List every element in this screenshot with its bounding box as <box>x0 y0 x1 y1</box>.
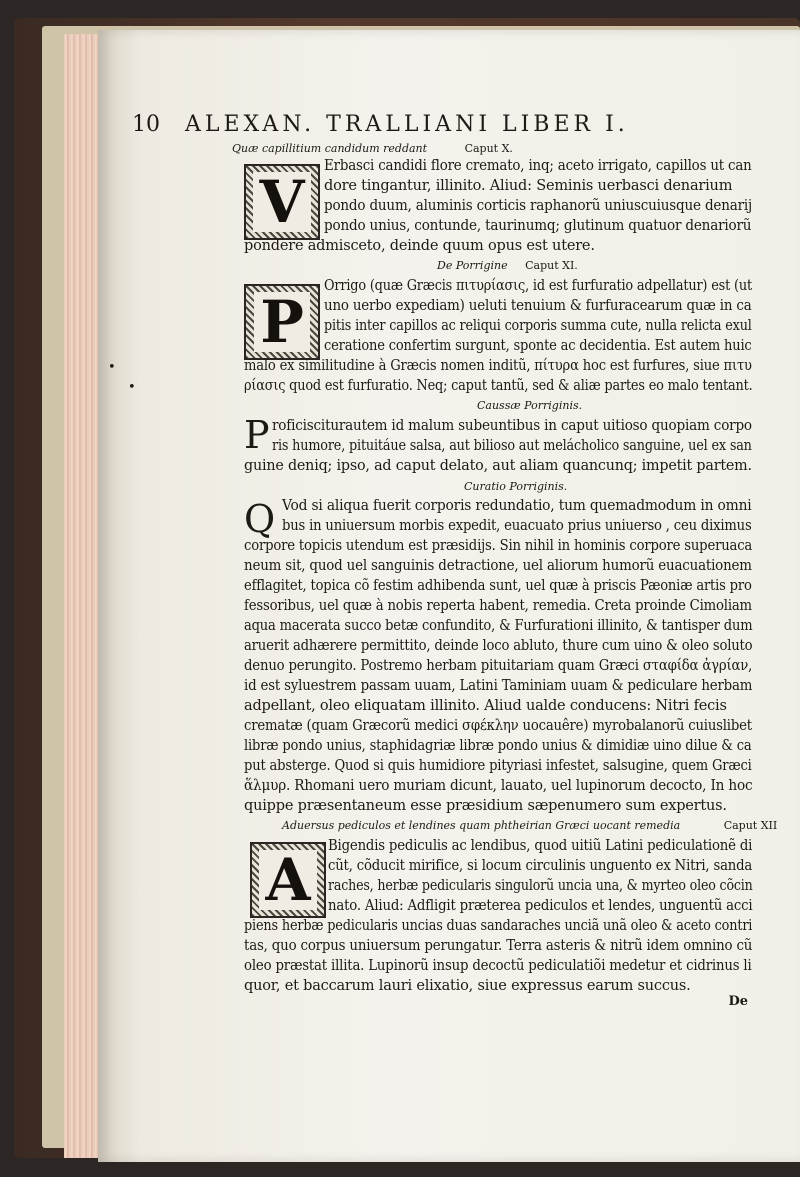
chapter-rubric: Aduersus pediculos et lendines quam phtheirian Græci uocant remedia Caput XII <box>282 819 778 832</box>
text-line: crematæ (quam Græcorũ medici σφέκλην uocauêre) myrobalanorũ cuiuslibet <box>244 718 752 734</box>
text-line: ἅλμυρ. Rhomani uero muriam dicunt, lauato, uel lupinorum decocto, In hoc <box>244 778 753 794</box>
text-line: efflagitet, topica cõ festim adhibenda sunt, uel quæ à priscis Pæoniæ artis pro <box>244 578 752 594</box>
chapter-rubric: De Porrigine Caput XI. <box>437 259 578 272</box>
catchword: De <box>728 994 748 1009</box>
text-line: cũt, cõducit mirifice, si locum circulinis unguento ex Nitri, sanda <box>328 858 753 874</box>
section-rubric: Curatio Porriginis. <box>464 480 568 493</box>
text-line: corpore topicis utendum est præsidijs. Sin nihil in hominis corpore superuaca <box>244 538 753 554</box>
text-line: Bigendis pediculis ac lendibus, quod uitiũ Latini pediculationẽ di <box>328 838 753 854</box>
text-line: oleo præstat illita. Lupinorũ insup decoctũ pediculatiõi medetur et cidrinus li <box>244 958 752 974</box>
decorated-initial: A <box>250 842 326 918</box>
text-line: dore tingantur, illinito. Aliud: Seminis uerbasci denarium <box>324 178 733 194</box>
text-line: quippe præsentaneum esse præsidium sæpenumero sum expertus. <box>244 798 727 814</box>
chapter-rubric: Quæ capillitium candidum reddant Caput X. <box>232 142 513 155</box>
margin-mark: • <box>128 380 136 395</box>
text-line: Orrigo (quæ Græcis πιτυρίασις, id est furfuratio adpellatur) est (ut <box>324 278 752 294</box>
decorated-initial: P <box>244 284 320 360</box>
text-line: pondere admisceto, deinde quum opus est utere. <box>244 238 595 254</box>
text-line: guine deniq; ipso, ad caput delato, aut aliam quancunq; impetit partem. <box>244 458 752 474</box>
text-line: Vod si aliqua fuerit corporis redundatio, tum quemadmodum in omni <box>282 498 752 514</box>
text-line: ρίασις quod est furfuratio. Neq; caput tantũ, sed & aliæ partes eo malo tentant. <box>244 378 753 394</box>
initial-letter: Q <box>244 497 276 541</box>
page-content <box>108 112 778 1112</box>
text-line: tas, quo corpus uniuersum perungatur. Terra asteris & nitrũ idem omnino cũ <box>244 938 753 954</box>
chapter-number: Caput X. <box>464 142 513 155</box>
text-line: raches, herbæ pedicularis singulorũ uncia una, & myrteo oleo cõcin <box>328 878 753 894</box>
text-line: malo ex similitudine à Græcis nomen inditũ, πίτυρα hoc est furfures, siue πιτυ <box>244 358 752 374</box>
margin-mark: • <box>108 360 116 375</box>
text-line: ris humore, pituitáue salsa, aut bilioso aut melácholico sanguine, uel ex san <box>272 438 752 454</box>
text-line: aruerit adhærere permittito, deinde loco abluto, thure cum uino & oleo soluto <box>244 638 753 654</box>
text-line: quor, et baccarum lauri elixatio, siue expressus earum succus. <box>244 978 691 994</box>
text-line: adpellant, oleo eliquatam illinito. Aliud ualde conducens: Nitri fecis <box>244 698 727 714</box>
chapter-number: Caput XI. <box>525 259 578 272</box>
running-head <box>132 112 752 146</box>
text-line: id est syluestrem passam uuam, Latini Taminiam uuam & pediculare herbam <box>244 678 753 694</box>
text-line: ceratione confertim surgunt, sponte ac decidentia. Est autem huic <box>324 338 752 354</box>
chapter-number: Caput XII <box>723 819 778 832</box>
text-line: pondo duum, aluminis corticis raphanorũ uniuscuiusque denarij <box>324 198 753 214</box>
text-line: denuo perungito. Postremo herbam pituitariam quam Græci σταφίδα ἀγρίαν, <box>244 658 753 674</box>
text-line: pitis inter capillos ac reliqui corporis summa cute, nulla relicta exul <box>324 318 752 334</box>
text-line: libræ pondo unius, staphidagriæ libræ pondo unius & dimidiæ uino dilue & ca <box>244 738 752 754</box>
text-line: nato. Aliud: Adfligit præterea pediculos et lendes, unguentũ acci <box>328 898 753 914</box>
folio-number: 10 <box>132 112 160 137</box>
text-line: uno uerbo expediam) ueluti tenuium & furfuracearum quæ in ca <box>324 298 752 314</box>
text-line: Erbasci candidi flore cremato, inq; aceto irrigato, capillos ut can <box>324 158 752 174</box>
text-line: put absterge. Quod si quis humidiore pityriasi infestet, salsugine, quem Græci <box>244 758 752 774</box>
initial-letter: P <box>244 413 270 457</box>
text-line: bus in uniuersum morbis expedit, euacuato prius uniuerso , ceu diximus <box>282 518 752 534</box>
section-rubric: Caussæ Porriginis. <box>477 399 583 412</box>
decorated-initial: V <box>244 164 320 240</box>
page-edges <box>64 34 101 1158</box>
text-line: pondo unius, contunde, taurinumq; glutinum quatuor denariorũ <box>324 218 752 234</box>
text-line: roficisciturautem id malum subeuntibus in caput uitioso quopiam corpo <box>272 418 752 434</box>
text-line: aqua macerata succo betæ confundito, & Furfurationi illinito, & tantisper dum <box>244 618 753 634</box>
running-head-title: ALEXAN. TRALLIANI LIBER I. <box>185 112 629 137</box>
text-line: neum sit, quod uel sanguinis detractione, uel aliorum humorũ euacuationem <box>244 558 752 574</box>
text-line: piens herbæ pedicularis uncias duas sandaraches unciã unã oleo & aceto contri <box>244 918 753 934</box>
text-line: fessoribus, uel quæ à nobis reperta habent, remedia. Creta proinde Cimoliam <box>244 598 752 614</box>
